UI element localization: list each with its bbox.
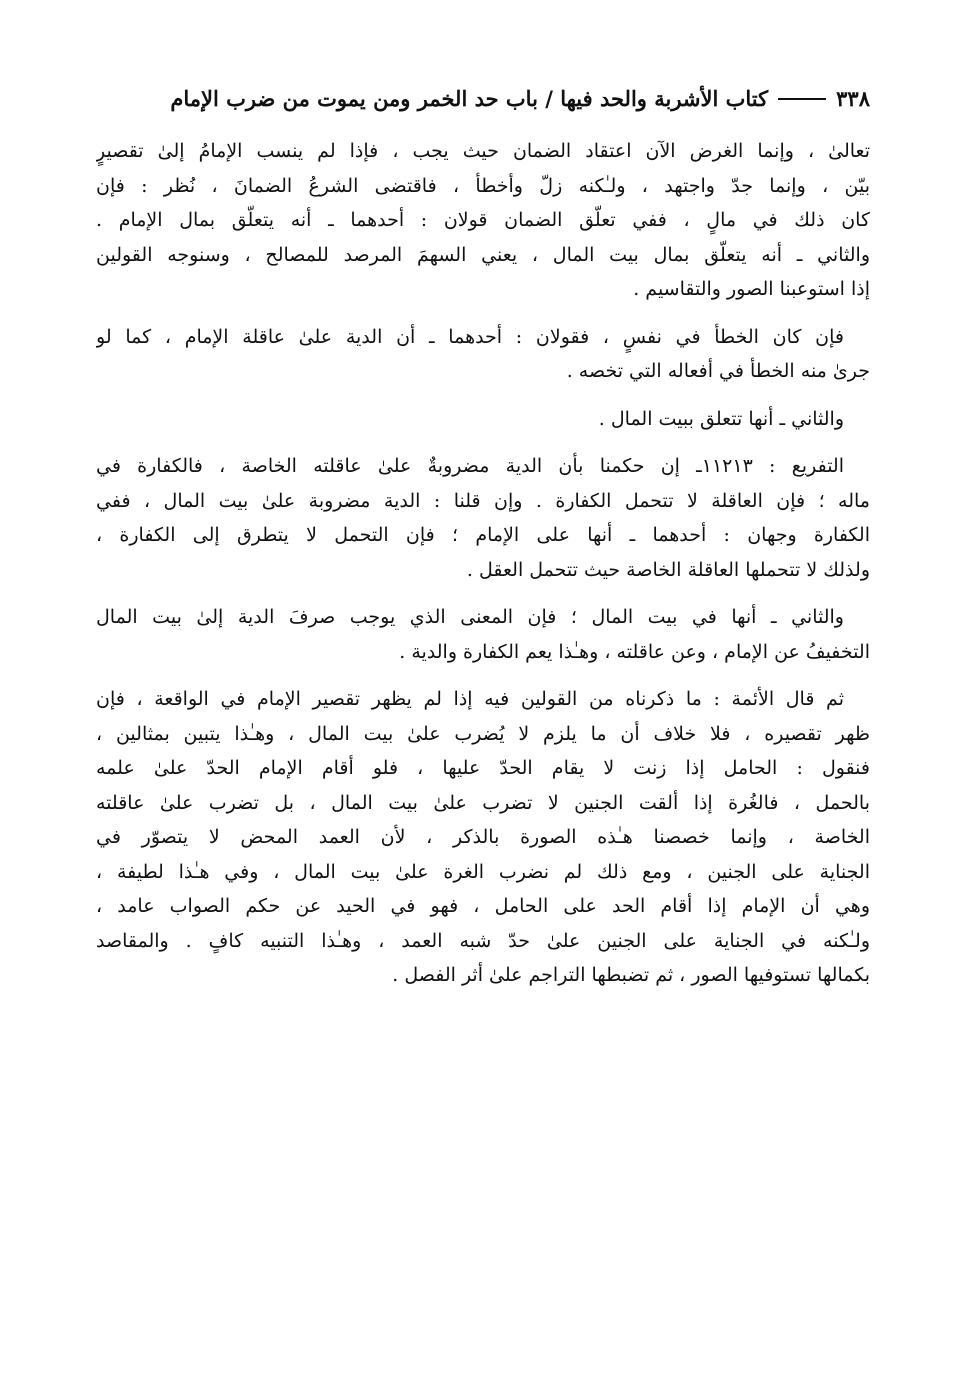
text-line: بالحمل ، فالغُرة إذا ألقت الجنين لا تضرب علىٰ بيت المال ، بل تضرب علىٰ عاقلته xyxy=(96,791,870,814)
text-line: التخفيفُ عن الإمام ، وعن عاقلته ، وهـٰذا يعم الكفارة والدية . xyxy=(399,640,870,663)
paragraph xyxy=(96,134,870,307)
text-line: بيّن ، وإنما جدّ واجتهد ، ولـٰكنه زلّ وأخطأ ، فاقتضى الشرعُ الضمانَ ، نُظر : فإن xyxy=(96,174,870,197)
text-line: فإن كان الخطأ في نفسٍ ، فقولان : أحدهما ـ أن الدية علىٰ عاقلة الإمام ، كما لو xyxy=(96,325,844,348)
text-line: والثاني ـ أنها في بيت المال ؛ فإن المعنى الذي يوجب صرفَ الدية إلىٰ بيت المال xyxy=(96,606,844,628)
page-speck xyxy=(318,1276,319,1277)
text-line: التفريع : ١١٢١٣ـ إن حكمنا بأن الدية مضروبةٌ علىٰ عاقلته الخاصة ، فالكفارة في xyxy=(96,455,844,477)
header-title: كتاب الأشربة والحد فيها / باب حد الخمر ومن يموت من ضرب الإمام xyxy=(170,85,769,111)
running-header xyxy=(98,80,870,116)
text-line: الجناية على الجنين ، ومع ذلك لم نضرب الغرة علىٰ بيت المال ، وفي هـٰذا لطيفة ، xyxy=(96,860,870,883)
text-line: تعالىٰ ، وإنما الغرض الآن اعتقاد الضمان حيث يجب ، فإذا لم ينسب الإمامُ إلىٰ تقصيرٍ xyxy=(96,140,870,162)
text-line: وهي أن الإمام إذا أقام الحد على الحامل ، فهو في الحيد عن حكم الصواب عامد ، xyxy=(96,895,870,917)
text-line: ثم قال الأئمة : ما ذكرناه من القولين فيه إذا لم يظهر تقصير الإمام في الواقعة ، فإن xyxy=(96,688,844,710)
header-rule xyxy=(778,98,826,100)
paragraph xyxy=(96,320,870,389)
text-line: الكفارة وجهان : أحدهما ـ أنها على الإمام ؛ فإن التحمل لا يتطرق إلى الكفارة ، xyxy=(96,524,870,546)
text-line: والثاني ـ أنه يتعلّق بمال بيت المال ، يعني السهمَ المرصد للمصالح ، وسنوجه القولين xyxy=(96,243,870,266)
text-line: والثاني ـ أنها تتعلق ببيت المال . xyxy=(598,407,844,430)
text-line: ولـٰكنه في الجناية على الجنين علىٰ حدّ شبه العمد ، وهـٰذا التنبيه كافٍ . والمقاصد xyxy=(96,929,870,952)
text-line: كان ذلك في مالٍ ، ففي تعلّق الضمان قولان : أحدهما ـ أنه يتعلّق بمال الإمام . xyxy=(96,209,870,231)
body-text xyxy=(96,134,870,1006)
text-line: الخاصة ، وإنما خصصنا هـٰذه الصورة بالذكر ، لأن العمد المحض لا يتصوّر في xyxy=(96,826,870,848)
text-line: جرىٰ منه الخطأ في أفعاله التي تخصه . xyxy=(566,360,870,382)
text-line: ظهر تقصيره ، فلا خلاف أن ما يلزم لا يُضرب علىٰ بيت المال ، وهـٰذا يتبين بمثالين ، xyxy=(96,722,870,745)
paragraph xyxy=(96,600,870,669)
text-line: ولذلك لا تتحملها العاقلة الخاصة حيث تتحمل العقل . xyxy=(466,558,870,581)
text-line: ماله ؛ فإن العاقلة لا تتحمل الكفارة . وإن قلنا : الدية مضروبة علىٰ بيت المال ، ففي xyxy=(96,489,870,512)
text-line: بكمالها تستوفيها الصور ، ثم تضبطها التراجم علىٰ أثر الفصل . xyxy=(392,964,870,986)
page-number: ٣٣٨ xyxy=(836,85,870,111)
text-line: إذا استوعبنا الصور والتقاسيم . xyxy=(633,278,870,300)
paragraph xyxy=(96,449,870,587)
paragraph xyxy=(96,682,870,993)
text-line: فنقول : الحامل إذا زنت لا يقام الحدّ عليها ، فلو أقام الإمام الحدّ علىٰ علمه xyxy=(96,757,870,779)
paragraph xyxy=(96,402,870,437)
